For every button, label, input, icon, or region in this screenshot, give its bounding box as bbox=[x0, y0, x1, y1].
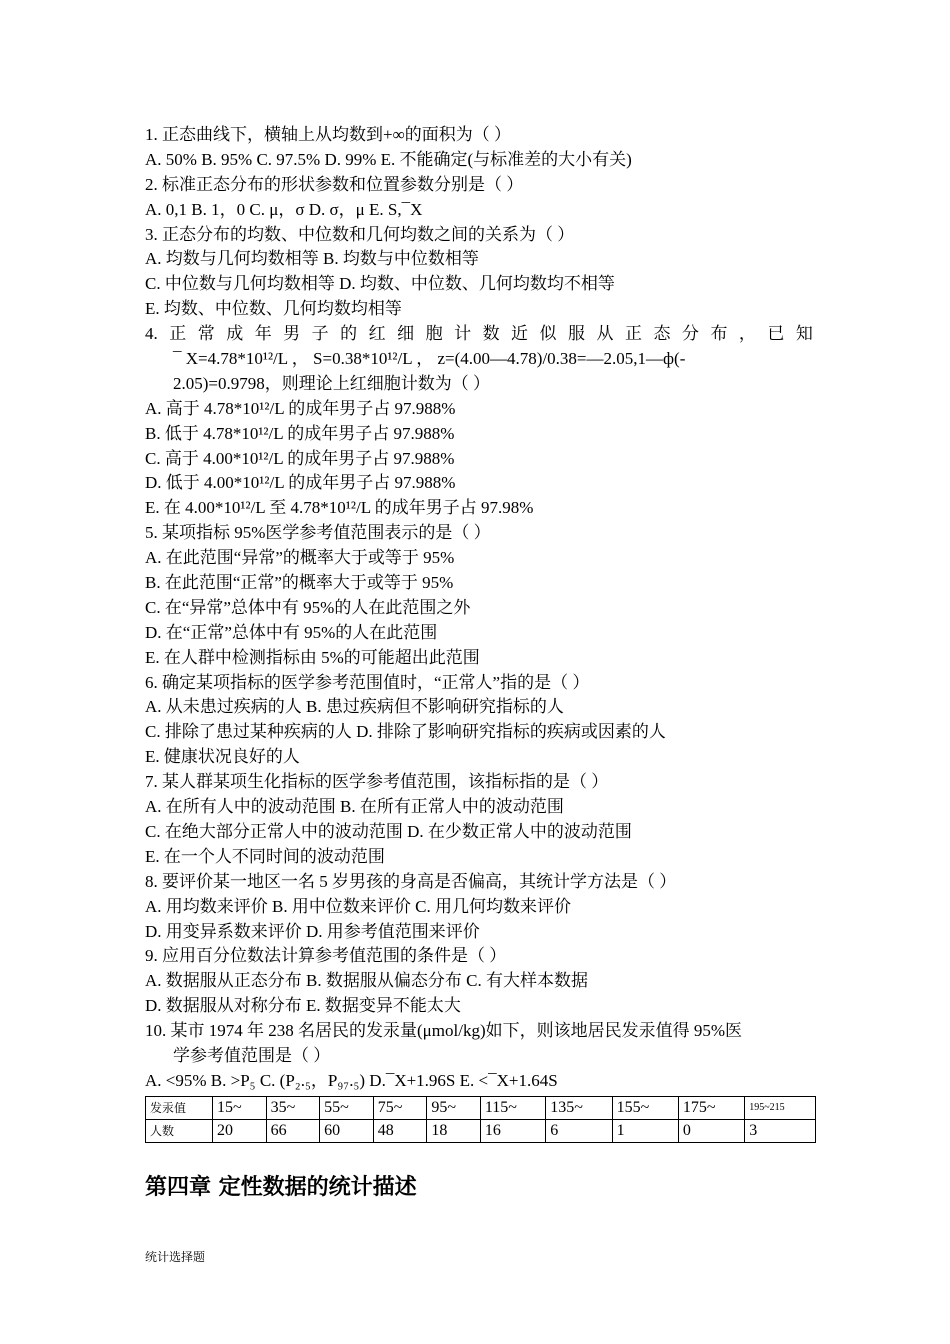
stem-char: 近 bbox=[511, 324, 529, 344]
stem-char: 正 bbox=[624, 324, 642, 344]
table-cell: 35~ bbox=[266, 1096, 320, 1119]
stem-char: 4. bbox=[145, 324, 158, 344]
table-cell: 135~ bbox=[546, 1096, 612, 1119]
answer-option: B. 在此范围“正常”的概率大于或等于 95% bbox=[145, 573, 454, 593]
answer-option: C. 在“异常”总体中有 95%的人在此范围之外 bbox=[145, 597, 471, 617]
mercury-data-table bbox=[145, 1096, 816, 1143]
answer-option: E. 在 4.00*10¹²/L 至 4.78*10¹²/L 的成年男子占 97.98% bbox=[145, 498, 534, 518]
answer-option: D. 在“正常”总体中有 95%的人在此范围 bbox=[145, 622, 438, 642]
question-stem: 3. 正态分布的均数、中位数和几何均数之间的关系为（ ） bbox=[145, 224, 575, 244]
table-row-label: 发汞值 bbox=[146, 1096, 213, 1119]
stem-char: 正 bbox=[169, 324, 187, 344]
table-cell: 1 bbox=[612, 1119, 678, 1142]
question-stem: 2. 标准正态分布的形状参数和位置参数分别是（ ） bbox=[145, 174, 524, 194]
table-cell: 15~ bbox=[213, 1096, 267, 1119]
answer-option: C. 排除了患过某种疾病的人 D. 排除了影响研究指标的疾病或因素的人 bbox=[145, 722, 666, 742]
stem-char: 胞 bbox=[425, 324, 443, 344]
answer-option: E. 均数、中位数、几何均数均相等 bbox=[145, 299, 402, 319]
question-stem: 6. 确定某项指标的医学参考范围值时，“正常人”指的是（ ） bbox=[145, 672, 590, 692]
question-content bbox=[145, 123, 813, 1143]
question-10-stem-line-1: 10. 某市 1974 年 238 名居民的发汞量(μmol/kg)如下，则该地居民发汞值得 95%医 bbox=[145, 1021, 743, 1041]
questions-1-3 bbox=[145, 123, 813, 322]
footer-text: 统计选择题 bbox=[145, 1250, 206, 1264]
stem-char: 红 bbox=[368, 324, 386, 344]
table-cell: 60 bbox=[320, 1119, 374, 1142]
table-cell: 95~ bbox=[427, 1096, 481, 1119]
answer-option: D. 数据服从对称分布 E. 数据变异不能太大 bbox=[145, 996, 461, 1016]
stem-char: 服 bbox=[568, 324, 586, 344]
answer-option: E. 在一个人不同时间的波动范围 bbox=[145, 846, 385, 866]
table-row bbox=[146, 1119, 816, 1142]
answer-option: C. 高于 4.00*10¹²/L 的成年男子占 97.988% bbox=[145, 448, 455, 468]
table-cell: 55~ bbox=[320, 1096, 374, 1119]
stem-char: 从 bbox=[596, 324, 614, 344]
table-cell: 66 bbox=[266, 1119, 320, 1142]
stem-char: 布 bbox=[710, 324, 728, 344]
stem-char: 的 bbox=[340, 324, 358, 344]
stem-char: 常 bbox=[197, 324, 215, 344]
table-row bbox=[146, 1096, 816, 1119]
table-cell: 20 bbox=[213, 1119, 267, 1142]
question-4-stem-line-3: 2.05)=0.9798，则理论上红细胞计数为（ ） bbox=[173, 373, 490, 393]
question-4 bbox=[145, 322, 813, 397]
table-cell: 16 bbox=[480, 1119, 545, 1142]
stem-char: 态 bbox=[653, 324, 671, 344]
stem-char: 似 bbox=[539, 324, 557, 344]
question-stem: 9. 应用百分位数法计算参考值范围的条件是（ ） bbox=[145, 946, 507, 966]
answer-option: C. 中位数与几何均数相等 D. 均数、中位数、几何均数均不相等 bbox=[145, 274, 615, 294]
answer-option: A. 高于 4.78*10¹²/L 的成年男子占 97.988% bbox=[145, 398, 456, 418]
answer-option: D. 用变异系数来评价 D. 用参考值范围来评价 bbox=[145, 921, 480, 941]
answer-option: A. 0,1 B. 1，0 C. μ，σ D. σ，μ E. S,¯X bbox=[145, 199, 423, 219]
answer-option: A. 在所有人中的波动范围 B. 在所有正常人中的波动范围 bbox=[145, 797, 564, 817]
table-cell: 6 bbox=[546, 1119, 612, 1142]
answer-option: A. 均数与几何均数相等 B. 均数与中位数相等 bbox=[145, 249, 479, 269]
question-10 bbox=[145, 1019, 813, 1094]
stem-char: 已 bbox=[767, 324, 785, 344]
stem-char: 男 bbox=[283, 324, 301, 344]
table-cell: 175~ bbox=[678, 1096, 744, 1119]
question-10-stem-line-2: 学参考值范围是（ ） bbox=[173, 1045, 331, 1065]
table-cell: 75~ bbox=[373, 1096, 427, 1119]
answer-option: B. 低于 4.78*10¹²/L 的成年男子占 97.988% bbox=[145, 423, 455, 443]
table-cell: 18 bbox=[427, 1119, 481, 1142]
question-stem: 1. 正态曲线下，横轴上从均数到+∞的面积为（ ） bbox=[145, 125, 511, 144]
answer-option: A. 数据服从正态分布 B. 数据服从偏态分布 C. 有大样本数据 bbox=[145, 971, 588, 991]
table-cell: 115~ bbox=[480, 1096, 545, 1119]
stem-char: 计 bbox=[454, 324, 472, 344]
table-cell: 3 bbox=[745, 1119, 816, 1142]
stem-char: 子 bbox=[311, 324, 329, 344]
stem-char: 数 bbox=[482, 324, 500, 344]
question-stem: 5. 某项指标 95%医学参考值范围表示的是（ ） bbox=[145, 523, 491, 543]
question-stem: 8. 要评价某一地区一名 5 岁男孩的身高是否偏高，其统计学方法是（ ） bbox=[145, 871, 677, 891]
stem-char: 分 bbox=[681, 324, 699, 344]
stem-char: 知 bbox=[795, 324, 813, 344]
question-4-stem-line-2: ¯ X=4.78*10¹²/L ， S=0.38*10¹²/L ， z=(4.00—4.78)/0.38=—2.05,1—ф(- bbox=[173, 349, 686, 369]
chapter-title: 第四章 定性数据的统计描述 bbox=[145, 1175, 417, 1200]
table-cell: 48 bbox=[373, 1119, 427, 1142]
table-cell: 195~215 bbox=[745, 1096, 816, 1119]
stem-char: 年 bbox=[254, 324, 272, 344]
answer-option: A. 用均数来评价 B. 用中位数来评价 C. 用几何均数来评价 bbox=[145, 896, 571, 916]
stem-char: 成 bbox=[226, 324, 244, 344]
stem-char: 细 bbox=[397, 324, 415, 344]
table-cell: 0 bbox=[678, 1119, 744, 1142]
question-4-stem-line-1 bbox=[145, 322, 813, 347]
answer-option: A. 从未患过疾病的人 B. 患过疾病但不影响研究指标的人 bbox=[145, 697, 564, 717]
answer-option: A. 50% B. 95% C. 97.5% D. 99% E. 不能确定(与标准差的大小有关) bbox=[145, 149, 632, 169]
answer-option: A. 在此范围“异常”的概率大于或等于 95% bbox=[145, 548, 455, 568]
table-cell: 155~ bbox=[612, 1096, 678, 1119]
question-stem: 7. 某人群某项生化指标的医学参考值范围，该指标指的是（ ） bbox=[145, 772, 609, 792]
answer-option: E. 在人群中检测指标由 5%的可能超出此范围 bbox=[145, 647, 480, 667]
answer-option: D. 低于 4.00*10¹²/L 的成年男子占 97.988% bbox=[145, 473, 456, 493]
questions-4-9-options bbox=[145, 397, 813, 1019]
stem-char: ， bbox=[738, 324, 756, 344]
table-row-label: 人数 bbox=[146, 1119, 213, 1142]
answer-option: E. 健康状况良好的人 bbox=[145, 747, 300, 767]
question-10-options: A. <95% B. >P₅ C. (P₂.₅，P₉₇.₅) D.¯X+1.96S E. <¯X+1.64S bbox=[145, 1070, 558, 1090]
answer-option: C. 在绝大部分正常人中的波动范围 D. 在少数正常人中的波动范围 bbox=[145, 821, 632, 841]
